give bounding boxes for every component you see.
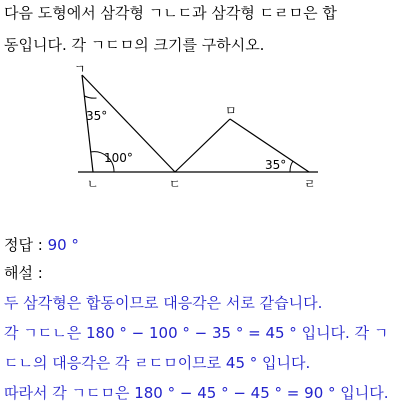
angle-label-top: 35° (86, 109, 108, 123)
vertex-label-nieun: ㄴ (87, 177, 99, 191)
explanation-label: 해설 : (4, 264, 43, 282)
vertex-label-digeut: ㄷ (169, 177, 181, 191)
edge-giyeok-nieun (82, 75, 93, 172)
angle-arc-top (85, 96, 97, 98)
answer-label: 정답 : (4, 236, 48, 254)
triangle-figure (0, 56, 400, 196)
answer-value: 90 ° (47, 236, 79, 254)
problem-line-2: 동입니다. 각 ㄱㄷㅁ의 크기를 구하시오. (4, 36, 265, 54)
edge-digeut-mieum (175, 119, 230, 172)
angle-label-bottom-right: 35° (265, 158, 287, 172)
explanation-line-2: 각 ㄱㄷㄴ은 180 ° − 100 ° − 35 ° = 45 ° 입니다. 각 ㄱ (4, 324, 389, 342)
angle-arc-bottom-right (290, 161, 293, 172)
explanation-line-1: 두 삼각형은 합동이므로 대응각은 서로 같습니다. (4, 294, 323, 312)
explanation-line-3: ㄷㄴ의 대응각은 각 ㄹㄷㅁ이므로 45 ° 입니다. (4, 354, 311, 372)
explanation-line-4: 따라서 각 ㄱㄷㅁ은 180 ° − 45 ° − 45 ° = 90 ° 입니다. (4, 384, 389, 402)
angle-label-bottom-left: 100° (104, 151, 133, 165)
vertex-label-giyeok: ㄱ (74, 62, 86, 76)
problem-line-1: 다음 도형에서 삼각형 ㄱㄴㄷ과 삼각형 ㄷㄹㅁ은 합 (4, 4, 337, 22)
vertex-label-rieul: ㄹ (304, 177, 316, 191)
vertex-label-mieum: ㅁ (225, 104, 237, 118)
answer-line (4, 234, 79, 256)
